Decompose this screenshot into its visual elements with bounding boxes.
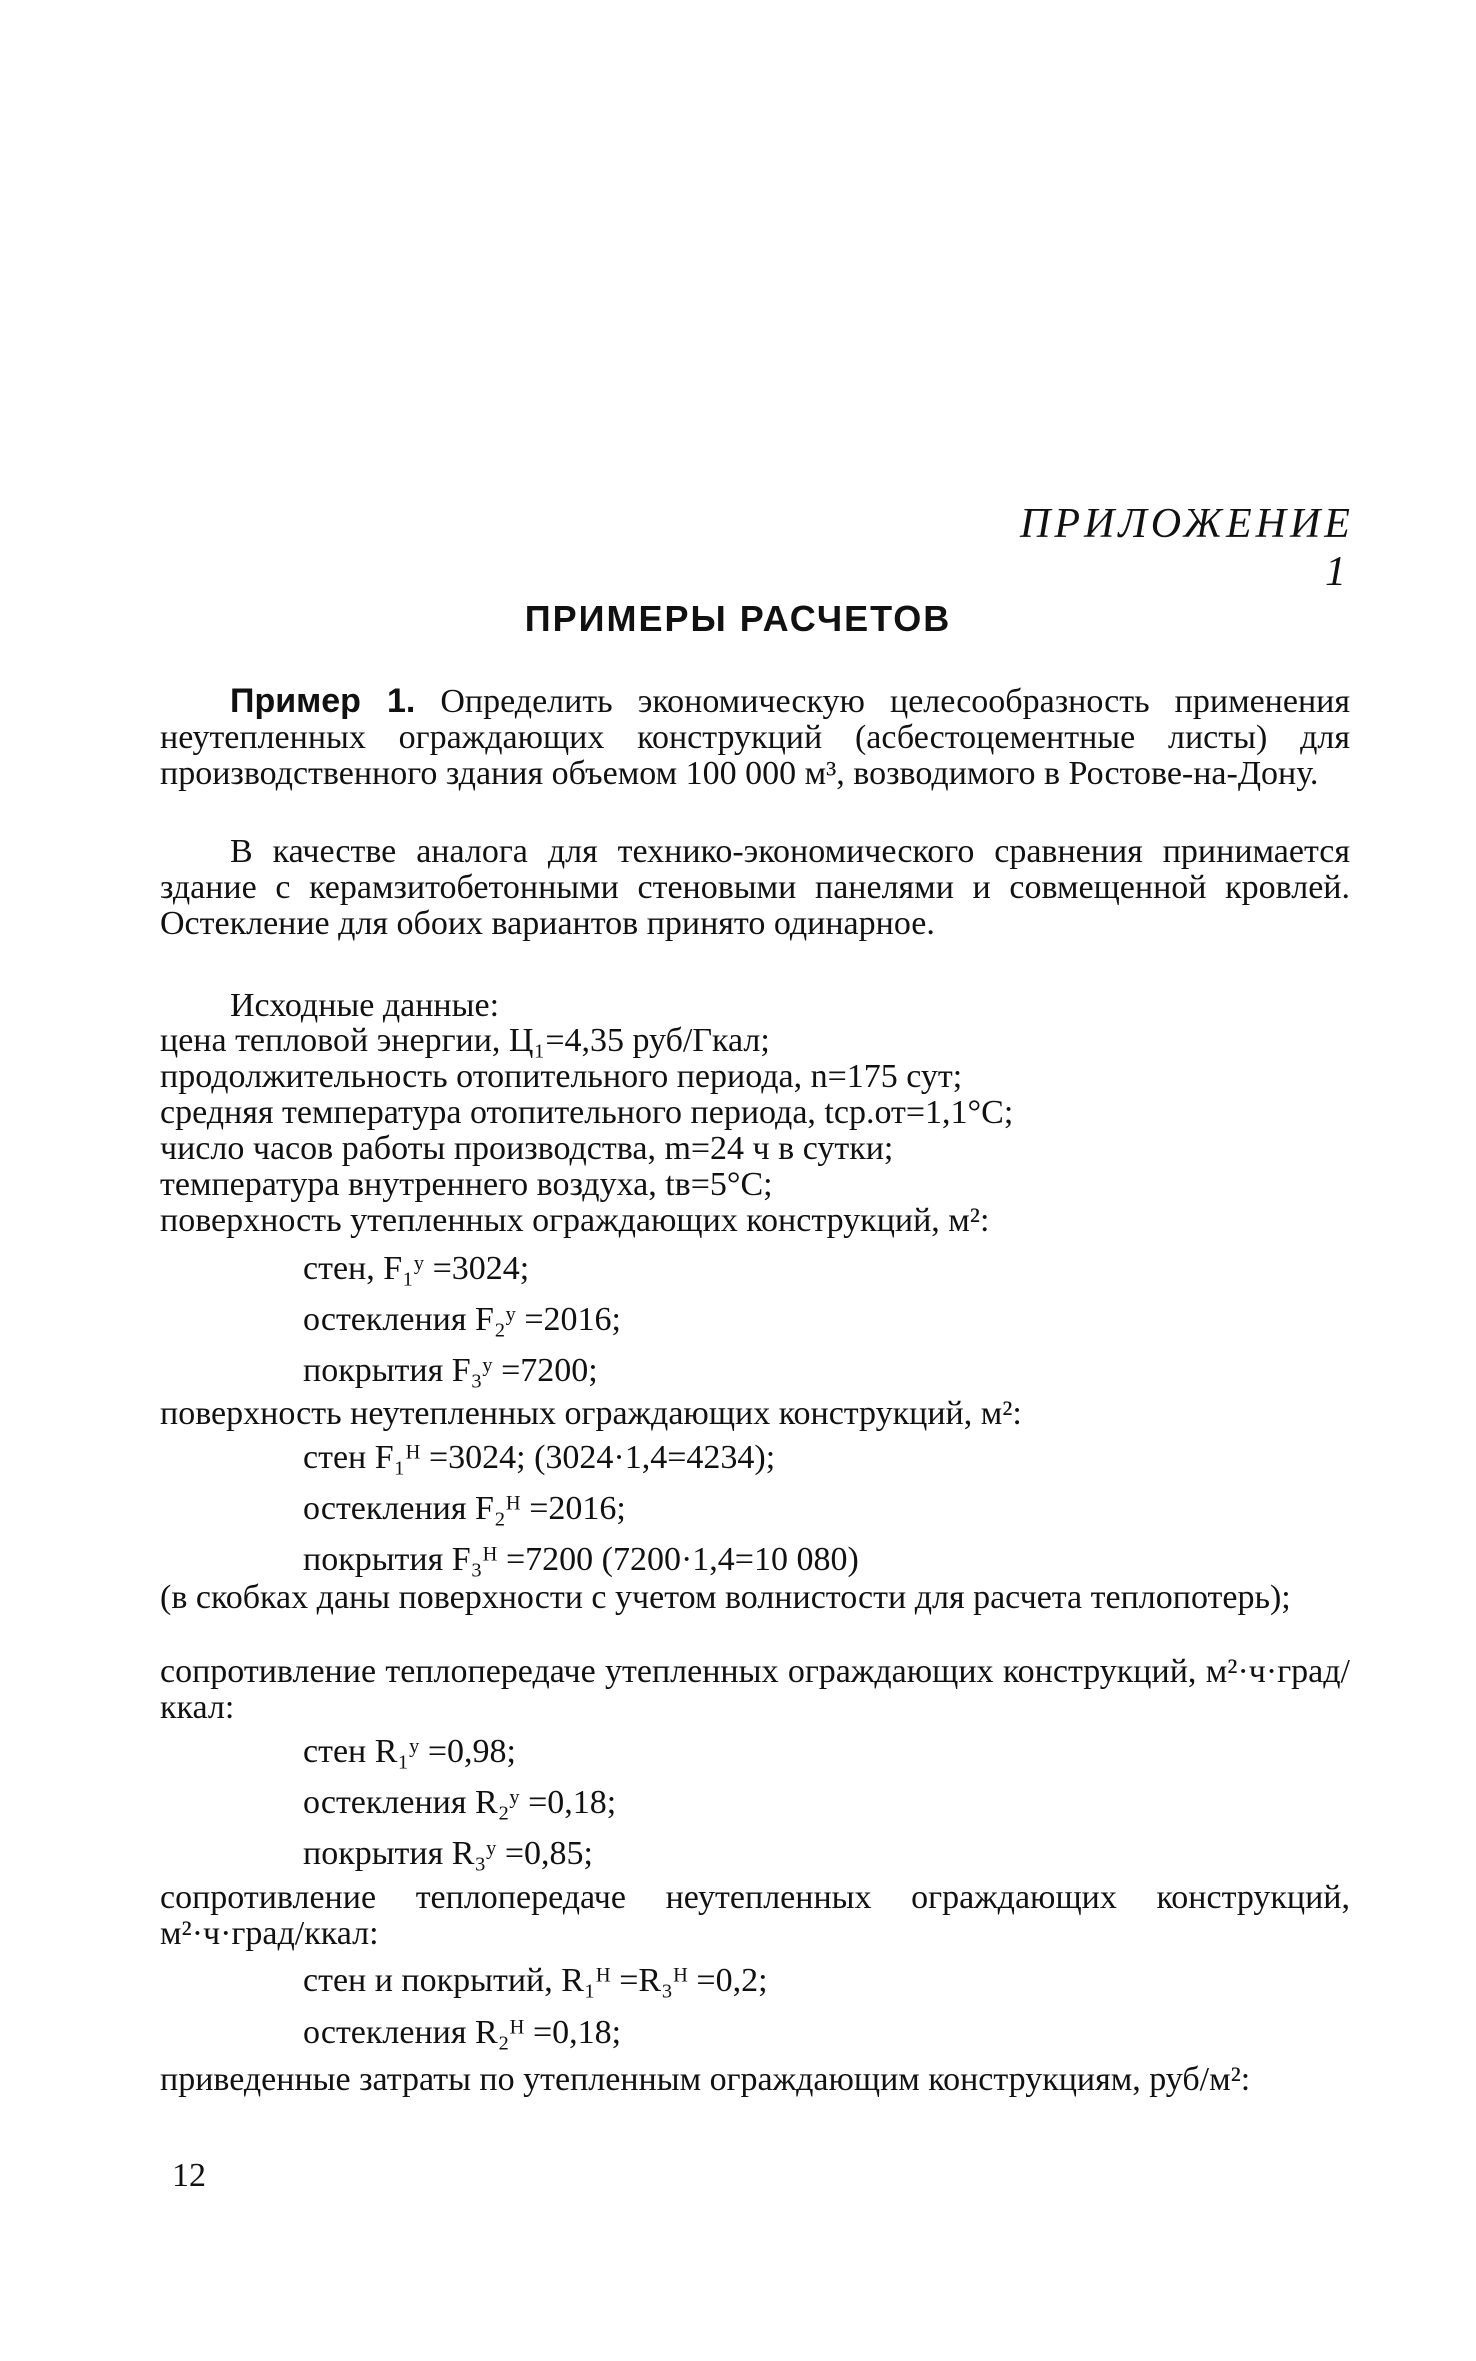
resistance-insulated-glazing: остекления R₂ʸ =0,18; <box>303 1784 617 1821</box>
insulated-walls: стен, F₁ʸ =3024; <box>303 1250 530 1287</box>
resistance-uninsulated-glazing: остекления R₂ᴴ =0,18; <box>303 2014 622 2051</box>
resistance-uninsulated-walls-roof: стен и покрытий, R₁ᴴ =R₃ᴴ =0,2; <box>303 1962 768 1999</box>
input-line-work-hours: число часов работы производства, m=24 ч в сутки; <box>160 1130 894 1167</box>
insulated-roof: покрытия F₃ʸ =7200; <box>303 1352 598 1389</box>
example-intro-paragraph <box>160 683 1350 792</box>
uninsulated-walls: стен F₁ᴴ =3024; (3024·1,4=4234); <box>303 1439 776 1476</box>
resistance-insulated-roof: покрытия R₃ʸ =0,85; <box>303 1835 593 1872</box>
uninsulated-glazing: остекления F₂ᴴ =2016; <box>303 1490 626 1527</box>
resistance-insulated-heading: сопротивление теплопередаче утепленных ограждающих конструкций, м²·ч·град/ккал: <box>160 1653 1350 1726</box>
input-line-insulated-surfaces: поверхность утепленных ограждающих конструкций, м²: <box>160 1202 990 1239</box>
input-data-heading: Исходные данные: <box>230 987 500 1024</box>
uninsulated-surfaces-heading: поверхность неутепленных ограждающих конструкций, м²: <box>160 1395 1022 1432</box>
page-title: ПРИМЕРЫ РАСЧЕТОВ <box>524 598 952 639</box>
input-line-avg-temperature: средняя температура отопительного периода, tср.от=1,1°С; <box>160 1094 1014 1131</box>
analog-paragraph: В качестве аналога для технико-экономического сравнения принимается здание с керамзитобетонными стеновыми панелями и совмещенной кровлей. Остекление для обоих вариантов принято одинарное. <box>160 833 1350 942</box>
costs-heading: приведенные затраты по утепленным ограждающим конструкциям, руб/м²: <box>160 2061 1251 2098</box>
uninsulated-roof: покрытия F₃ᴴ =7200 (7200·1,4=10 080) <box>303 1541 859 1578</box>
example-intro-text: Определить экономическую целесообразность применения неутепленных ограждающих конструкций (асбестоцементные листы) для производственного здания объемом 100 000 м³, возводимого в Ростове-на-Дону. <box>160 683 1350 792</box>
resistance-uninsulated-heading: сопротивление теплопередаче неутепленных ограждающих конструкций, м²·ч·град/ккал: <box>160 1879 1350 1952</box>
resistance-insulated-walls: стен R₁ʸ =0,98; <box>303 1733 516 1770</box>
input-line-heat-price: цена тепловой энергии, Ц₁=4,35 руб/Гкал; <box>160 1022 770 1059</box>
appendix-label: ПРИЛОЖЕНИЕ 1 <box>1020 501 1354 595</box>
surfaces-note: (в скобках даны поверхности с учетом волнистости для расчета теплопотерь); <box>160 1579 1291 1616</box>
page-number: 12 <box>172 2157 206 2194</box>
input-line-indoor-temperature: температура внутреннего воздуха, tв=5°С; <box>160 1166 773 1203</box>
example-label: Пример 1. <box>230 682 416 720</box>
insulated-glazing: остекления F₂ʸ =2016; <box>303 1301 621 1338</box>
input-line-heating-period: продолжительность отопительного периода, n=175 сут; <box>160 1058 963 1095</box>
